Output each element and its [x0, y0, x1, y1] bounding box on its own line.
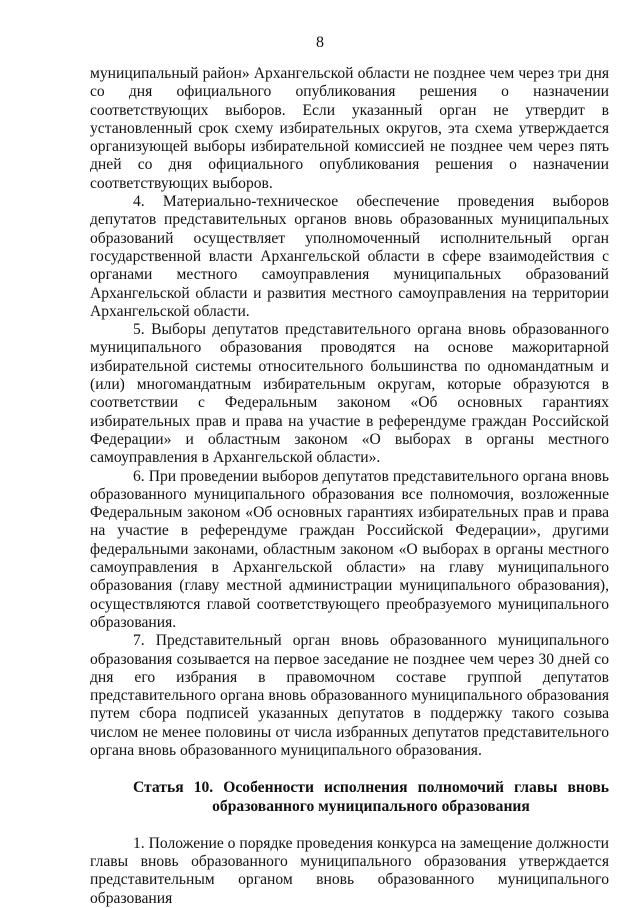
- article-10-heading: [90, 779, 609, 816]
- paragraph-continuation: муниципальный район» Архангельской области не позднее чем через три дня со дня официального опубликования решения о назначении соответствующих выборов. Если указанный орган не утвердит в установленный срок схему избирательных округов, эта схема утверждается организующей выборы избирательной комиссией не позднее чем через пять дней со дня официального опубликования решения о назначении соответствующих выборов.: [90, 65, 609, 192]
- page-number: 8: [316, 34, 324, 51]
- document-body: [90, 65, 609, 908]
- article-10-paragraph-1: 1. Положение о порядке проведения конкурса на замещение должности главы вновь образованного муниципального образования утверждается представительным органом вновь образованного муниципального образования: [90, 834, 609, 907]
- article-heading-line-1: Статья 10. Особенности исполнения полномочий главы вновь: [133, 779, 609, 797]
- paragraph-item-6: 6. При проведении выборов депутатов представительного органа вновь образованного муниципального образования все полномочия, возложенные Федеральным законом «Об основных гарантиях избирательных прав и права на участие в референдуме граждан Российской Федерации», другими федеральными законами, областным законом «О выборах в органы местного самоуправления в Архангельской области» на главу муниципального образования (главу местной администрации муниципального образования), осуществляются главой соответствующего преобразуемого муниципального образования.: [90, 467, 609, 631]
- paragraph-item-5: 5. Выборы депутатов представительного органа вновь образованного муниципального образования проводятся на основе мажоритарной избирательной системы относительного большинства по одномандатным и (или) многомандатным избирательным округам, которые образуются в соответствии с Федеральным законом «Об основных гарантиях избирательных прав и права на участие в референдуме граждан Российской Федерации» и областным законом «О выборах в органы местного самоуправления в Архангельской области».: [90, 321, 609, 467]
- article-heading-line-2: образованного муниципального образования: [212, 797, 530, 815]
- paragraph-item-7: 7. Представительный орган вновь образованного муниципального образования созывается на первое заседание не позднее чем через 30 дней со дня его избрания в правомочном составе группой депутатов представительного органа вновь образованного муниципального образования путем сбора подписей указанных депутатов в поддержку такого созыва числом не менее половины от числа избранных депутатов представительного органа вновь образованного муниципального образования.: [90, 632, 609, 759]
- paragraph-item-4: 4. Материально-техническое обеспечение проведения выборов депутатов представительных органов вновь образованных муниципальных образований осуществляет уполномоченный исполнительный орган государственной власти Архангельской области в сфере взаимодействия с органами местного самоуправления муниципальных образований Архангельской области и развития местного самоуправления на территории Архангельской области.: [90, 193, 609, 320]
